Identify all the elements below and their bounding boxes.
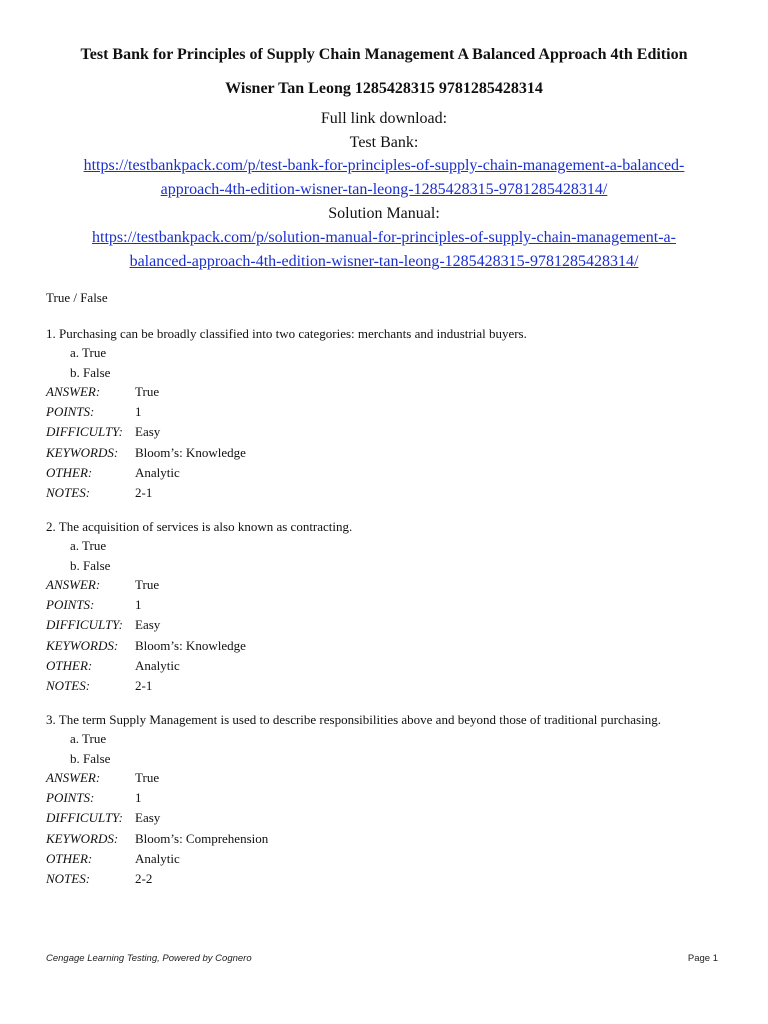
answer-value: True — [135, 577, 160, 592]
solution-manual-link-line-2[interactable] — [0, 253, 768, 271]
points-label: POINTS: — [46, 790, 95, 806]
difficulty-label: DIFFICULTY: — [46, 810, 123, 826]
answer-row — [46, 382, 746, 402]
keywords-row — [46, 443, 746, 463]
question-text: 2. The acquisition of services is also known as contracting. — [46, 519, 353, 534]
answer-label: ANSWER: — [46, 384, 101, 399]
solution-manual-link-text-2[interactable]: balanced-approach-4th-edition-wisner-tan-leong-1285428315-9781285428314/ — [129, 253, 639, 270]
answer-value: True — [135, 384, 160, 399]
notes-value: 2-2 — [135, 871, 153, 887]
keywords-value: Bloom’s: Comprehension — [135, 830, 269, 846]
difficulty-label: DIFFICULTY: — [46, 424, 123, 440]
option-b: b. False — [70, 557, 111, 573]
solution-manual-label: Solution Manual: — [328, 205, 440, 222]
test-bank-link-text-1[interactable]: https://testbankpack.com/p/test-bank-for-principles-of-supply-chain-management-a-balanced- — [83, 157, 685, 174]
question-text: 3. The term Supply Management is used to describe responsibilities above and beyond those of traditional purchasing. — [46, 712, 661, 727]
test-bank-link-line-2[interactable] — [0, 181, 768, 199]
difficulty-value: Easy — [135, 617, 161, 633]
difficulty-row — [46, 422, 746, 442]
notes-label: NOTES: — [46, 871, 91, 887]
answer-label: ANSWER: — [46, 770, 101, 785]
difficulty-row — [46, 808, 746, 828]
solution-manual-link-text-1[interactable]: https://testbankpack.com/p/solution-manual-for-principles-of-supply-chain-management-a- — [92, 229, 676, 246]
points-label: POINTS: — [46, 404, 95, 420]
question-1 — [46, 325, 746, 503]
keywords-row — [46, 829, 746, 849]
answer-row — [46, 768, 746, 788]
points-value: 1 — [135, 790, 142, 806]
document-title-line-2: Wisner Tan Leong 1285428315 9781285428314 — [225, 80, 543, 97]
keywords-value: Bloom’s: Knowledge — [135, 444, 246, 460]
footer-publisher: Cengage Learning Testing, Powered by Cognero — [46, 953, 252, 964]
option-b: b. False — [70, 364, 111, 380]
notes-value: 2-1 — [135, 485, 153, 501]
keywords-row — [46, 636, 746, 656]
test-bank-link-text-2[interactable]: approach-4th-edition-wisner-tan-leong-1285428315-9781285428314/ — [160, 181, 608, 198]
notes-row — [46, 676, 746, 696]
solution-manual-link-line-1[interactable] — [0, 229, 768, 247]
other-label: OTHER: — [46, 657, 93, 673]
other-label: OTHER: — [46, 850, 93, 866]
difficulty-row — [46, 615, 746, 635]
answer-label: ANSWER: — [46, 577, 101, 592]
option-a: a. True — [70, 538, 107, 553]
document-title-line-1: Test Bank for Principles of Supply Chain Management A Balanced Approach 4th Edition — [80, 46, 688, 63]
section-label: True / False — [46, 290, 108, 305]
test-bank-label: Test Bank: — [349, 134, 419, 151]
difficulty-value: Easy — [135, 810, 161, 826]
notes-row — [46, 483, 746, 503]
other-value: Analytic — [135, 850, 180, 866]
notes-value: 2-1 — [135, 678, 153, 694]
test-bank-link-line-1[interactable] — [0, 157, 768, 175]
other-value: Analytic — [135, 657, 180, 673]
keywords-label: KEYWORDS: — [46, 830, 119, 846]
difficulty-label: DIFFICULTY: — [46, 617, 123, 633]
footer-page-number: Page 1 — [687, 953, 718, 964]
points-row — [46, 788, 746, 808]
other-value: Analytic — [135, 464, 180, 480]
points-value: 1 — [135, 597, 142, 613]
notes-label: NOTES: — [46, 485, 91, 501]
difficulty-value: Easy — [135, 424, 161, 440]
option-a: a. True — [70, 731, 107, 746]
keywords-label: KEYWORDS: — [46, 444, 119, 460]
other-row — [46, 656, 746, 676]
question-3 — [46, 711, 746, 889]
other-label: OTHER: — [46, 464, 93, 480]
question-text: 1. Purchasing can be broadly classified into two categories: merchants and industrial buyers. — [46, 326, 527, 341]
points-label: POINTS: — [46, 597, 95, 613]
other-row — [46, 849, 746, 869]
keywords-label: KEYWORDS: — [46, 637, 119, 653]
notes-row — [46, 869, 746, 889]
option-b: b. False — [70, 750, 111, 766]
points-row — [46, 402, 746, 422]
notes-label: NOTES: — [46, 678, 91, 694]
answer-row — [46, 575, 746, 595]
question-2 — [46, 518, 746, 696]
points-row — [46, 595, 746, 615]
other-row — [46, 463, 746, 483]
points-value: 1 — [135, 404, 142, 420]
option-a: a. True — [70, 345, 107, 360]
keywords-value: Bloom’s: Knowledge — [135, 637, 246, 653]
full-link-label: Full link download: — [320, 110, 448, 127]
answer-value: True — [135, 770, 160, 785]
